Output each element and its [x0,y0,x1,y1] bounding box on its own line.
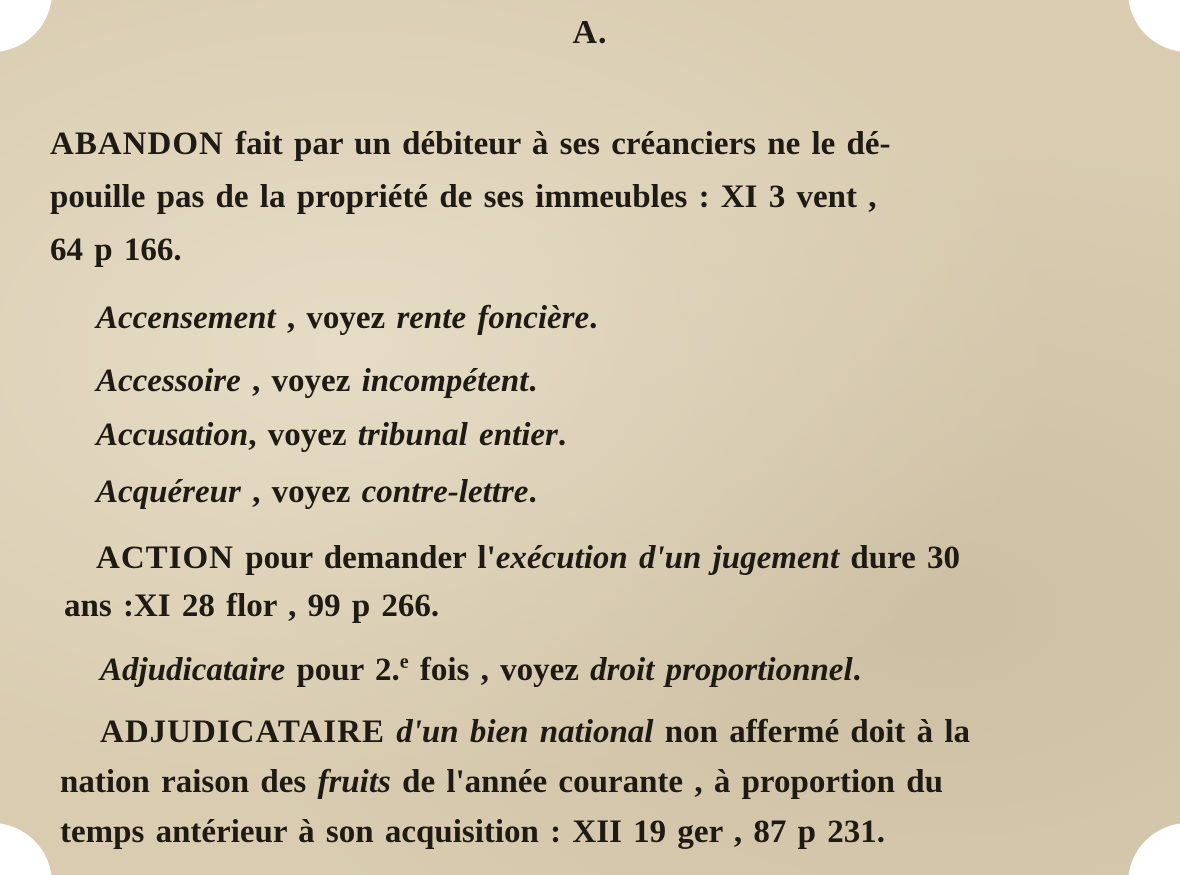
entry-line: 64 p 166. [50,232,182,268]
cross-reference: droit proportionnel [590,652,853,688]
term: Acquéreur [96,474,241,510]
section-heading: A. [572,14,608,51]
entry-text: , voyez [240,363,362,399]
cross-reference: tribunal entier [357,417,558,453]
entry-italic: d'un bien national [384,714,654,750]
entry-accensement [96,292,1126,345]
entry-adjudicataire-bien-national [100,706,1130,759]
entry-acquereur [96,466,1126,519]
entry-text: de l'année courante , à proportion du [390,764,943,800]
punctuation: . [528,474,537,510]
punctuation: . [528,363,537,399]
entry-text: , voyez [240,474,362,510]
entry-line: ans :XI 28 flor , 99 p 266. [64,588,440,624]
cross-reference: rente foncière [396,300,590,336]
entry-italic: fruits [317,764,391,800]
entry-text: nation raison des [60,764,318,800]
page-corner-cutout [0,823,52,875]
entry-accessoire [96,355,1126,408]
entry-line: temps antérieur à son acquisition : XII 19 ger , 87 p 231. [60,814,885,850]
entry-line [50,118,1120,171]
punctuation: . [852,652,861,688]
entry-text: pour demander l' [234,540,496,576]
term: Accessoire [96,363,241,399]
term: Adjudicataire [100,652,286,688]
entry-text: pour 2. [285,652,400,688]
punctuation: . [557,417,567,453]
entry-accusation [96,409,1126,462]
headword: ADJUDICATAIRE [100,714,385,750]
cross-reference: contre-lettre [361,474,529,510]
cross-reference: incompétent [361,363,529,399]
term: Accusation [96,417,249,453]
entry-action [96,532,1126,585]
term: Accensement [96,300,276,336]
superscript: e [399,651,409,673]
entry-text: non affermé doit à la [653,714,971,750]
entry-italic: exécution d'un jugement [495,540,840,576]
page-corner-cutout [1128,823,1180,875]
entry-text: fait par un débiteur à ses créanciers ne le dé- [223,126,891,162]
headword: ABANDON [50,126,224,162]
entry-text: dure 30 [839,540,961,576]
entry-text: , voyez [275,300,397,336]
headword: ACTION [96,540,235,576]
entry-abandon [50,118,1120,277]
entry-adjudicataire-2e [100,644,1130,697]
entry-text: , voyez [248,417,358,453]
entry-line [60,756,1130,809]
entry-line: pouille pas de la propriété de ses immeubles : XI 3 vent , [50,179,877,215]
entry-text: fois , voyez [408,652,591,688]
punctuation: . [589,300,598,336]
